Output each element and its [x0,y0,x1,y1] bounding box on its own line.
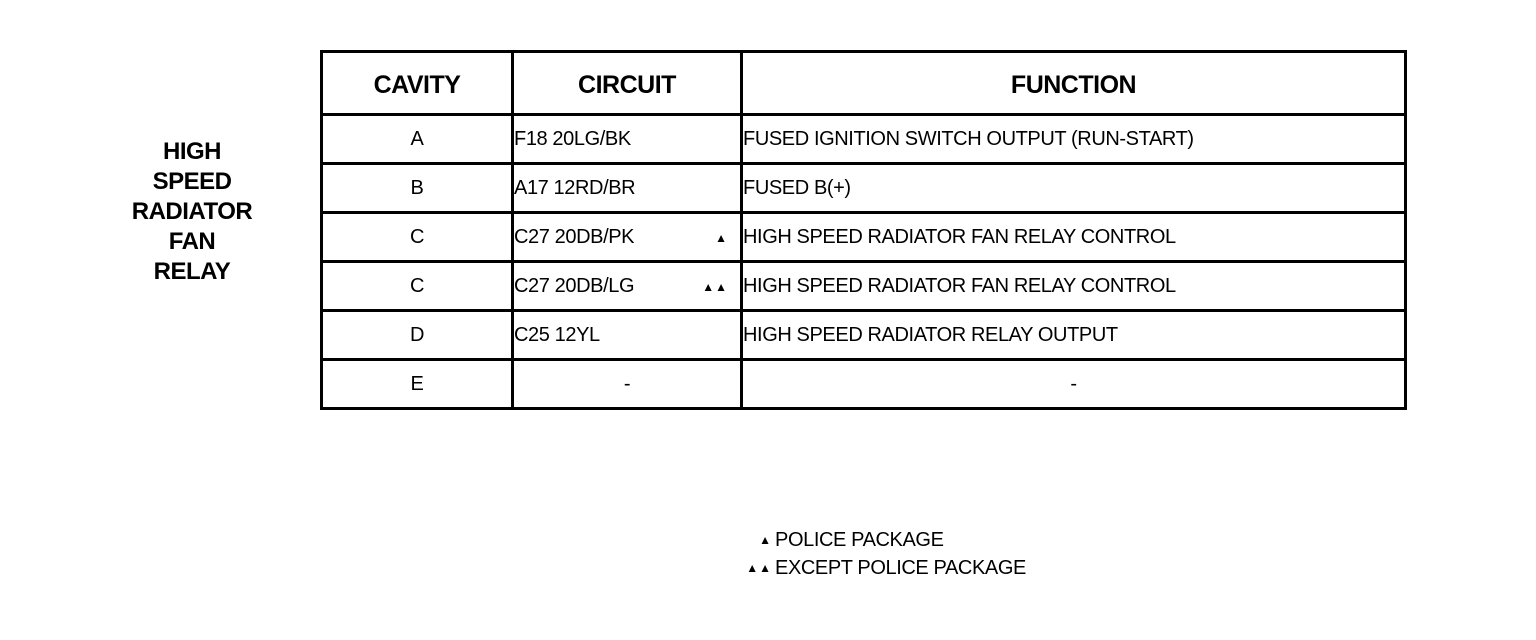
circuit-code: F18 20LG/BK [514,127,631,150]
legend-text: POLICE PACKAGE [775,529,944,551]
table-row [322,115,1406,164]
legend-text: EXCEPT POLICE PACKAGE [775,557,1026,579]
component-label-line: RELAY [153,258,231,285]
circuit-cell [513,164,742,213]
header-circuit: CIRCUIT [513,52,742,115]
function-cell: HIGH SPEED RADIATOR FAN RELAY CONTROL [742,213,1406,262]
circuit-cell [513,360,742,409]
legend-item [738,554,1026,582]
table-row [322,164,1406,213]
component-label-line: RADIATOR [131,198,253,225]
function-cell: HIGH SPEED RADIATOR FAN RELAY CONTROL [742,262,1406,311]
table-header-row [322,52,1406,115]
table-row [322,311,1406,360]
component-label-line: FAN [168,228,216,255]
circuit-cell [513,213,742,262]
legend-item [738,526,1026,554]
circuit-code: - [623,372,631,395]
circuit-code: C27 20DB/LG [514,274,635,297]
connector-pinout-table [320,50,1407,410]
double-triangle-icon: ▲▲ [746,561,772,575]
cavity-cell: C [322,213,513,262]
triangle-icon: ▲ [759,533,772,547]
table-row [322,262,1406,311]
function-cell: - [742,360,1406,409]
circuit-cell [513,115,742,164]
table-row [322,360,1406,409]
header-function: FUNCTION [742,52,1406,115]
package-marker-icon: ▲▲ [702,280,728,294]
component-label [122,137,262,287]
circuit-cell [513,262,742,311]
legend [738,526,1026,582]
header-cavity: CAVITY [322,52,513,115]
cavity-cell: A [322,115,513,164]
function-cell: FUSED IGNITION SWITCH OUTPUT (RUN-START) [742,115,1406,164]
function-cell: HIGH SPEED RADIATOR RELAY OUTPUT [742,311,1406,360]
cavity-cell: B [322,164,513,213]
circuit-code: C25 12YL [514,323,600,346]
cavity-cell: E [322,360,513,409]
component-label-line: HIGH [163,138,221,165]
package-marker-icon: ▲ [715,231,728,245]
cavity-cell: D [322,311,513,360]
circuit-cell [513,311,742,360]
circuit-code: C27 20DB/PK [514,225,635,248]
cavity-cell: C [322,262,513,311]
circuit-code: A17 12RD/BR [514,176,636,199]
table-row [322,213,1406,262]
function-cell: FUSED B(+) [742,164,1406,213]
component-label-line: SPEED [152,168,232,195]
